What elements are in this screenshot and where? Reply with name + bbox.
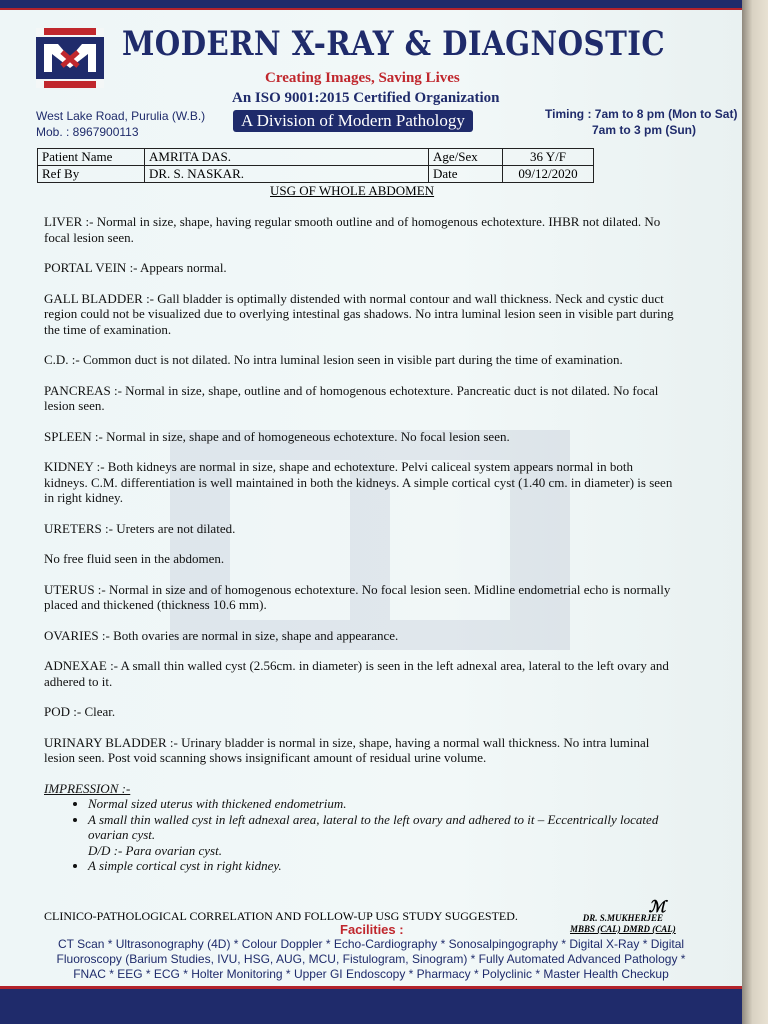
address: West Lake Road, Purulia (W.B.) xyxy=(36,109,206,123)
finding-uterus: UTERUS :- Normal in size and of homogenous echotexture. No focal lesion seen. Midline endometrial echo is normally placed and thickened (thickness 10.6 mm). xyxy=(44,581,671,612)
finding-free-fluid: No free fluid seen in the abdomen. xyxy=(44,551,225,566)
mobile-number: Mob. : 8967900113 xyxy=(36,125,139,139)
doctor-name: DR. S.MUKHERJEE xyxy=(582,913,664,923)
clinico-note: CLINICO-PATHOLOGICAL CORRELATION AND FOLLOW-UP USG STUDY SUGGESTED. xyxy=(44,909,518,923)
patient-info-table xyxy=(37,148,594,183)
impression-list xyxy=(44,858,674,874)
timing-weekdays: Timing : 7am to 8 pm (Mon to Sat) xyxy=(545,107,738,121)
facilities-line: FNAC * EEG * ECG * Holter Monitoring * Upper GI Endoscopy * Pharmacy * Polyclinic * Master Health Checkup xyxy=(73,967,669,981)
impression-heading: IMPRESSION :- xyxy=(44,780,131,796)
table-row xyxy=(38,149,594,166)
scan-edge xyxy=(742,0,768,1024)
finding-common-duct: C.D. :- Common duct is not dilated. No intra luminal lesion seen in visible part during the time of examination. xyxy=(44,352,623,367)
patient-name-label: Patient Name xyxy=(38,149,145,166)
impression-item: • A simple cortical cyst in right kidney. xyxy=(88,858,674,874)
finding-gall-bladder: GALL BLADDER :- Gall bladder is optimally distended with normal contour and wall thickness. Neck and cystic duct region could not be visualized due to overlying intestinal gas shadows. No intra luminal lesion seen in visible part during the time of examination. xyxy=(44,290,674,337)
impression-dd: D/D :- Para ovarian cyst. xyxy=(88,842,222,858)
address-block xyxy=(36,108,205,140)
signature-block xyxy=(570,899,676,935)
bottom-border xyxy=(0,989,742,1024)
table-row xyxy=(38,166,594,183)
top-border xyxy=(0,0,742,8)
facilities-line: CT Scan * Ultrasonography (4D) * Colour Doppler * Echo-Cardiography * Sonosalpingography * Digital X-Ray * Digital xyxy=(57,937,685,951)
patient-name: AMRITA DAS. xyxy=(145,149,429,166)
iso-certification: An ISO 9001:2015 Certified Organization xyxy=(232,90,500,106)
tagline: Creating Images, Saving Lives xyxy=(265,70,460,86)
signature-scribble-icon: ℳ xyxy=(648,899,666,916)
finding-portal-vein: PORTAL VEIN :- Appears normal. xyxy=(44,260,227,275)
report-date: 09/12/2020 xyxy=(503,166,594,183)
date-label: Date xyxy=(429,166,503,183)
report-body xyxy=(44,214,674,874)
finding-adnexae: ADNEXAE :- A small thin walled cyst (2.56cm. in diameter) is seen in the left adnexal area, lateral to the left ovary and adhered to it. xyxy=(44,658,669,689)
finding-ureters: URETERS :- Ureters are not dilated. xyxy=(44,520,236,536)
age-sex: 36 Y/F xyxy=(503,149,594,166)
doctor-degree: MBBS (CAL) DMRD (CAL) xyxy=(570,924,676,934)
finding-pancreas: PANCREAS :- Normal in size, shape, outline and of homogenous echotexture. Pancreatic duct is not dilated. No focal lesion seen. xyxy=(44,382,659,413)
top-accent xyxy=(0,8,742,10)
impression-list xyxy=(44,796,674,843)
company-logo-icon xyxy=(36,28,104,88)
finding-pod: POD :- Clear. xyxy=(44,704,116,719)
ref-by-label: Ref By xyxy=(38,166,145,183)
finding-ovaries: OVARIES :- Both ovaries are normal in size, shape and appearance. xyxy=(44,627,399,643)
age-sex-label: Age/Sex xyxy=(429,149,503,166)
timing-block xyxy=(545,106,737,138)
finding-kidney: KIDNEY :- Both kidneys are normal in size, shape and echotexture. Pelvi caliceal system appears normal in both kidneys. C.M. differentiation is well maintained in both the kidneys. A simple cortical cyst (1.40 cm. in diameter) is seen in right kidney. xyxy=(44,459,673,505)
finding-liver: LIVER :- Normal in size, shape, having regular smooth outline and of homogenous echotexture. IHBR not dilated. No focal lesion seen. xyxy=(44,214,661,245)
study-title: USG OF WHOLE ABDOMEN xyxy=(270,183,435,198)
finding-spleen: SPLEEN :- Normal in size, shape and of homogeneous echotexture. No focal lesion seen. xyxy=(44,428,510,444)
facilities-heading: Facilities : xyxy=(340,922,404,937)
impression-item: • Normal sized uterus with thickened endometrium. xyxy=(88,796,674,812)
facilities-line: Fluoroscopy (Barium Studies, IVU, HSG, AUG, MCU, Fistulogram, Sinogram) * Fully Automated Advanced Pathology * xyxy=(56,952,686,966)
ref-by: DR. S. NASKAR. xyxy=(145,166,429,183)
impression-item: • A small thin walled cyst in left adnexal area, lateral to the left ovary and adhered to it – Eccentrically located ovarian cyst. xyxy=(88,812,674,843)
timing-sunday: 7am to 3 pm (Sun) xyxy=(592,123,697,137)
facilities-list xyxy=(36,937,706,982)
division-badge: A Division of Modern Pathology xyxy=(233,110,473,132)
lab-title: MODERN X-RAY & DIAGNOSTIC xyxy=(122,24,666,64)
finding-urinary-bladder: URINARY BLADDER :- Urinary bladder is normal in size, shape, having a normal wall thickness. No intra luminal lesion seen. Post void scanning shows insignificant amount of residual urine volume. xyxy=(44,734,650,765)
